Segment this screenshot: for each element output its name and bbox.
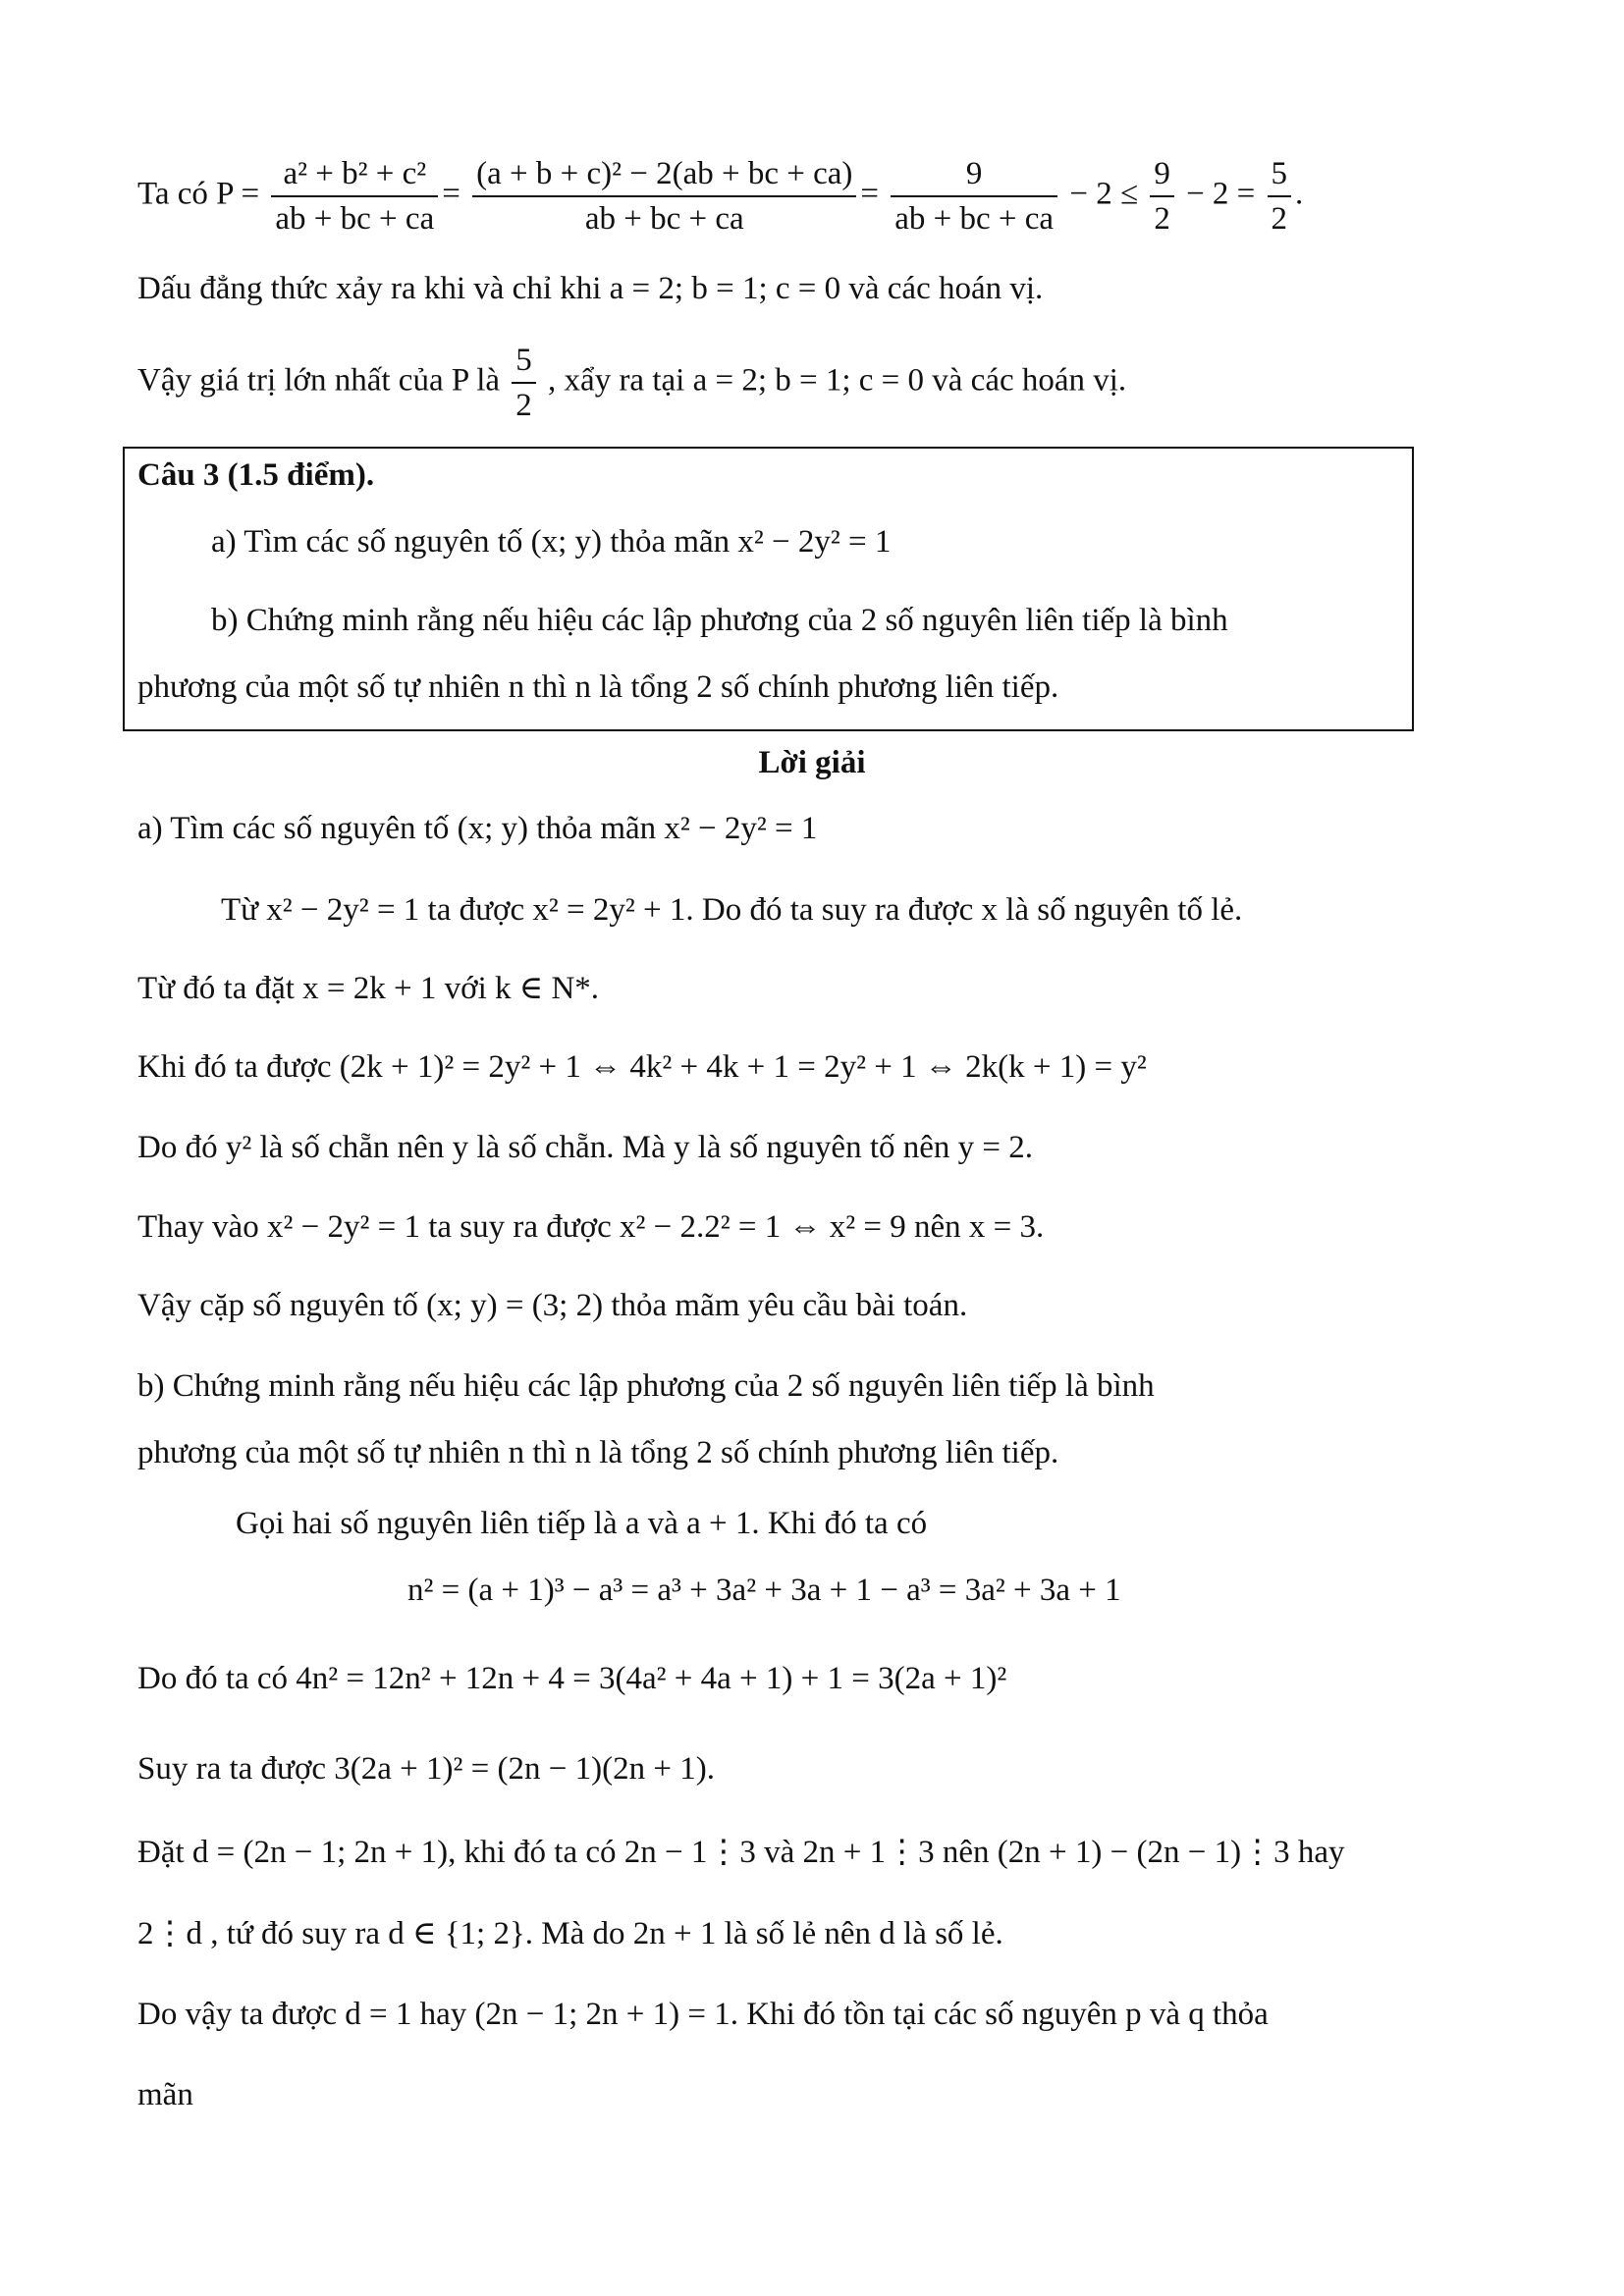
max-fraction-num: 5 bbox=[512, 339, 536, 384]
solution-line-5: Do đó y² là số chẵn nên y là số chẵn. Mà y là số nguyên tố nên y = 2. bbox=[137, 1130, 1033, 1165]
solution-line-12: Do đó ta có 4n² = 12n² + 12n + 4 = 3(4a² + 4a + 1) + 1 = 3(2a + 1)² bbox=[137, 1661, 1007, 1696]
solution-line-2: Từ x² − 2y² = 1 ta được x² = 2y² + 1. Do đó ta suy ra được x là số nguyên tố lẻ. bbox=[221, 892, 1243, 928]
p-fraction-1-num: a² + b² + c² bbox=[271, 152, 438, 197]
p-fraction-5-num: 5 bbox=[1268, 152, 1292, 197]
question-part-a: a) Tìm các số nguyên tố (x; y) thỏa mãn x² − 2y² = 1 bbox=[211, 524, 892, 560]
solution-line-17: mãn bbox=[137, 2077, 193, 2112]
p-expression-line: Ta có P = $\frac{\text{a² + b² + c²}}{ab + bc + ca}$ = $\frac{\text{(a + b + c)² − 2(ab + bc + ca)}}{ab + bc + ca}$ = $\frac{9}{ab + bc + ca}$ − 2 ≤ $\frac{9}{2}$ − 2 = $\frac{5}{2}$ . bbox=[137, 152, 1303, 240]
p-fraction-4-num: 9 bbox=[1150, 152, 1174, 197]
solution-line-16: Do vậy ta được d = 1 hay (2n − 1; 2n + 1) = 1. Khi đó tồn tại các số nguyên p và q thỏa bbox=[137, 1997, 1269, 2032]
max-post-text: , xẩy ra tại a = 2; b = 1; c = 0 và các hoán vị. bbox=[548, 362, 1127, 399]
solution-line-6: Thay vào x² − 2y² = 1 ta suy ra được x² − 2.2² = 1 ⇔ x² = 9 nên x = 3. bbox=[137, 1209, 1045, 1245]
max-fraction bbox=[512, 339, 536, 427]
p-fraction-4 bbox=[1150, 152, 1174, 240]
max-fraction-den: 2 bbox=[515, 388, 532, 423]
question-part-b-line2: phương của một số tự nhiên n thì n là tổng 2 số chính phương liên tiếp. bbox=[137, 669, 1059, 705]
p-fraction-3-den: ab + bc + ca bbox=[894, 201, 1055, 237]
p-fraction-2 bbox=[472, 152, 856, 240]
solution-line-13: Suy ra ta được 3(2a + 1)² = (2n − 1)(2n + 1). bbox=[137, 1751, 715, 1787]
solution-line-3: Từ đó ta đặt x = 2k + 1 với k ∈ N*. bbox=[137, 971, 600, 1006]
p-fraction-5 bbox=[1268, 152, 1292, 240]
question-title-text: Câu 3 (1.5 điểm). bbox=[137, 457, 375, 493]
p-fraction-3 bbox=[891, 152, 1057, 240]
p-fraction-2-den: ab + bc + ca bbox=[584, 201, 744, 237]
solution-line-15: 2⋮d , tứ đó suy ra d ∈ {1; 2}. Mà do 2n + 1 là số lẻ nên d là số lẻ. bbox=[137, 1916, 1003, 1951]
solution-line-10: Gọi hai số nguyên liên tiếp là a và a + 1. Khi đó ta có bbox=[236, 1506, 928, 1541]
solution-heading-text: Lời giải bbox=[758, 745, 866, 780]
p-tail2-text: − 2 = bbox=[1186, 176, 1256, 212]
equality-line: Dấu đẳng thức xảy ra khi và chỉ khi a = 2; b = 1; c = 0 và các hoán vị. bbox=[137, 271, 1044, 306]
solution-line-11: n² = (a + 1)³ − a³ = a³ + 3a² + 3a + 1 − a³ = 3a² + 3a + 1 bbox=[407, 1573, 1121, 1608]
question-part-b-line1: b) Chứng minh rằng nếu hiệu các lập phương của 2 số nguyên liên tiếp là bình bbox=[211, 603, 1228, 638]
p-fraction-1-den: ab + bc + ca bbox=[275, 201, 435, 237]
solution-line-9: phương của một số tự nhiên n thì n là tổng 2 số chính phương liên tiếp. bbox=[137, 1435, 1059, 1470]
max-value-line bbox=[137, 339, 1126, 427]
p-intro-text: Ta có bbox=[137, 176, 208, 212]
p-fraction-1 bbox=[271, 152, 438, 240]
question-title bbox=[137, 454, 374, 497]
solution-line-1: a) Tìm các số nguyên tố (x; y) thỏa mãn x² − 2y² = 1 bbox=[137, 811, 818, 846]
solution-line-8: b) Chứng minh rằng nếu hiệu các lập phương của 2 số nguyên liên tiếp là bình bbox=[137, 1368, 1155, 1404]
p-fraction-5-den: 2 bbox=[1271, 201, 1288, 237]
p-equals: P = bbox=[216, 176, 260, 212]
p-fraction-2-num: (a + b + c)² − 2(ab + bc + ca) bbox=[472, 152, 856, 197]
solution-line-4: Khi đó ta được (2k + 1)² = 2y² + 1 ⇔ 4k² + 4k + 1 = 2y² + 1 ⇔ 2k(k + 1) = y² bbox=[137, 1049, 1147, 1085]
p-fraction-3-num: 9 bbox=[891, 152, 1057, 197]
solution-heading bbox=[0, 741, 1624, 784]
max-pre-text: Vậy giá trị lớn nhất của P là bbox=[137, 362, 501, 399]
solution-line-14: Đặt d = (2n − 1; 2n + 1), khi đó ta có 2n − 1⋮3 và 2n + 1⋮3 nên (2n + 1) − (2n − 1)⋮3 hay bbox=[137, 1835, 1345, 1870]
solution-line-7: Vậy cặp số nguyên tố (x; y) = (3; 2) thỏa mãm yêu cầu bài toán. bbox=[137, 1288, 968, 1323]
p-fraction-4-den: 2 bbox=[1154, 201, 1170, 237]
p-tail-text: − 2 ≤ bbox=[1069, 176, 1139, 212]
